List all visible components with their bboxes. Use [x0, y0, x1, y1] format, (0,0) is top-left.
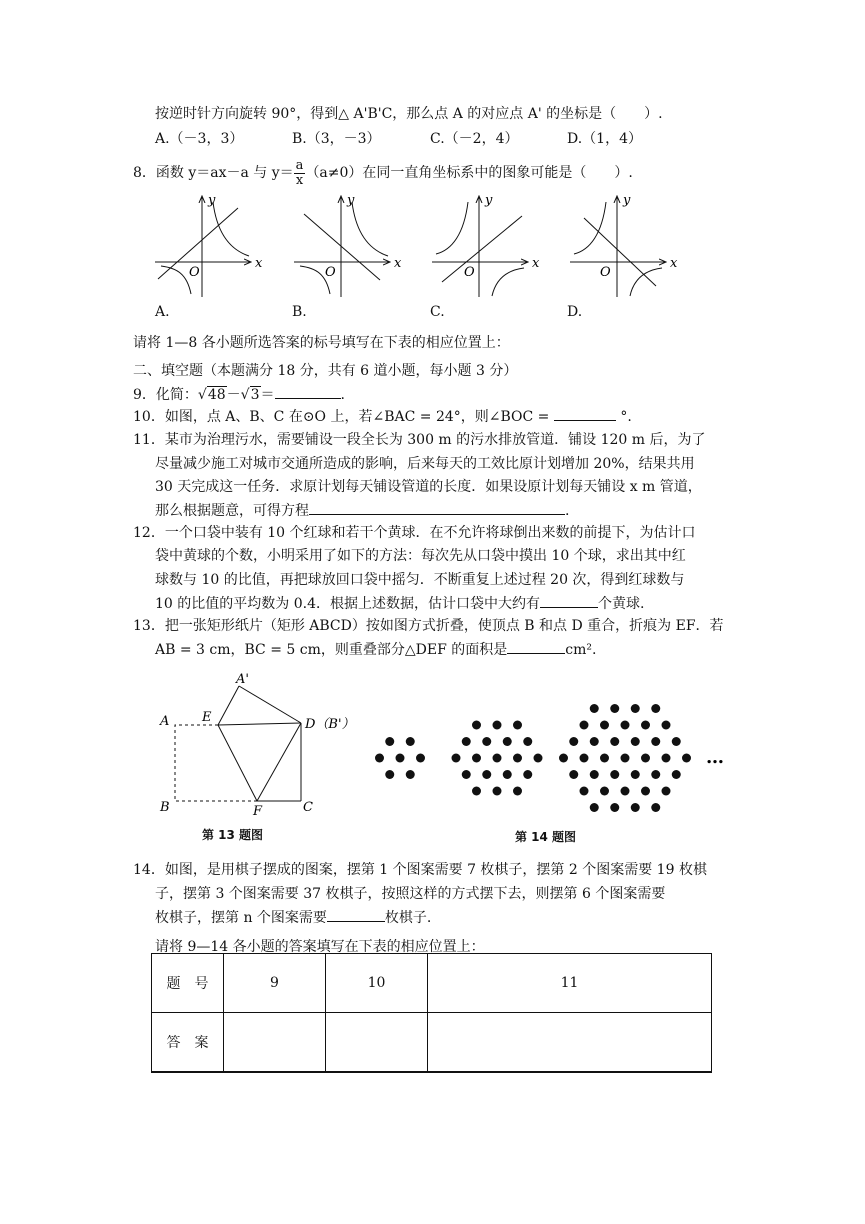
origin-label: O [325, 265, 336, 280]
chess-piece-dot [600, 721, 609, 730]
chess-piece-dot [662, 787, 671, 796]
instruction-1-8: 请将 1—8 各小题所选答案的标号填写在下表的相应位置上： [133, 335, 510, 351]
q8-graph-a-label: A. [155, 304, 170, 320]
chess-piece-dot [513, 721, 522, 730]
chess-piece-dot [621, 721, 630, 730]
ellipsis: … [706, 747, 724, 768]
hyperbola-branch-2 [492, 268, 524, 296]
table-cell: 9 [224, 954, 326, 1013]
chess-piece-dot [462, 737, 471, 746]
original-rectangle-dashed [175, 725, 257, 801]
chess-piece-dot [662, 721, 671, 730]
q11-end: . [565, 503, 570, 519]
chess-piece-dot [416, 754, 425, 763]
chess-piece-dot [482, 737, 491, 746]
table-cell: 答 案 [152, 1012, 224, 1072]
figure-14 [370, 694, 750, 824]
chess-piece-dot [385, 737, 394, 746]
chess-piece-dot [682, 754, 691, 763]
segment-ed [218, 723, 301, 725]
answer-table [151, 953, 712, 1073]
q12-line-3: 球数与 10 的比值，再把球放回口袋中摇匀．不断重复上述过程 20 次，得到红球数与 [155, 572, 685, 588]
chess-piece-dot [472, 721, 481, 730]
chess-piece-dot [662, 754, 671, 763]
q13-blank [507, 639, 565, 654]
chess-piece-dot [590, 803, 599, 812]
chess-piece-dot [534, 754, 543, 763]
q11-blank [309, 500, 565, 515]
q9-blank [275, 384, 341, 399]
q8-graph-a [153, 194, 263, 304]
chess-piece-dot [610, 704, 619, 713]
chess-piece-dot [513, 787, 522, 796]
line-graph [584, 218, 656, 286]
q10-text: 10．如图，点 A、B、C 在⊙O 上，若∠BAC = 24°，则∠BOC = [133, 409, 550, 425]
q7-option-a: A.（－3，3） [155, 131, 244, 147]
figure-14-caption: 第 14 题图 [515, 830, 577, 844]
segment-ea-prime [218, 686, 239, 725]
chess-piece-dot [590, 704, 599, 713]
table-header-row [152, 954, 712, 1013]
q9-equals: ＝ [260, 387, 275, 403]
x-label: x [670, 256, 678, 271]
chess-piece-dot [406, 770, 415, 779]
figure-13 [150, 670, 370, 820]
q8-frac-num: a [295, 157, 304, 173]
q8-graph-d-label: D. [567, 304, 583, 320]
section-2-heading: 二、填空题（本题满分 18 分，共有 6 道小题，每小题 3 分） [133, 363, 518, 379]
q8-stem [133, 158, 633, 188]
chess-piece-dot [651, 770, 660, 779]
q7-option-c: C.（－2，4） [430, 131, 519, 147]
chess-piece-dot [600, 787, 609, 796]
crease-ef [218, 725, 257, 801]
label-a: A [160, 714, 170, 729]
table-cell: 10 [326, 954, 428, 1013]
q10 [133, 406, 632, 427]
chess-piece-dot [523, 737, 532, 746]
label-d-b-prime: D（B'） [305, 717, 355, 732]
hyperbola-branch-1 [574, 202, 606, 254]
q8-suffix: （a≠0）在同一直角坐标系中的图象可能是（ ）. [305, 165, 633, 181]
segment-a-prime-d [239, 686, 301, 723]
segment-fd [257, 723, 301, 801]
q10-blank [554, 406, 616, 421]
table-answer-row [152, 1012, 712, 1072]
chess-piece-dot [631, 770, 640, 779]
q8-prefix: 8．函数 y＝ax－a 与 y＝ [133, 165, 294, 181]
answer-cell-11[interactable] [428, 1012, 712, 1072]
chess-piece-dot [503, 737, 512, 746]
chess-piece-dot [580, 787, 589, 796]
x-label: x [394, 256, 402, 271]
label-a-prime: A' [236, 672, 249, 687]
table-cell: 题 号 [152, 954, 224, 1013]
q7-continuation: 按逆时针方向旋转 90°，得到△ A'B'C，那么点 A 的对应点 A' 的坐标是（ ）. [155, 106, 663, 122]
q14-part-a: 枚棋子，摆第 n 个图案需要 [155, 910, 327, 926]
chess-piece-dot [472, 754, 481, 763]
label-b: B [160, 800, 170, 815]
chess-piece-dot [580, 721, 589, 730]
y-label: y [347, 193, 355, 208]
chess-piece-dot [610, 770, 619, 779]
q7-option-b: B.（3，－3） [292, 131, 381, 147]
q8-fraction [294, 159, 306, 188]
q8-graph-c [430, 194, 540, 304]
hyperbola-branch-1 [352, 202, 388, 256]
q14-line-1: 14．如图，是用棋子摆成的图案，摆第 1 个图案需要 7 枚棋子，摆第 2 个图案需要 19 枚棋 [133, 862, 707, 878]
q14-line-3 [155, 907, 431, 928]
q13-line-2 [155, 639, 596, 660]
y-label: y [623, 193, 631, 208]
chess-piece-dot [610, 803, 619, 812]
q14-part-b: 枚棋子. [384, 910, 432, 926]
chess-piece-dot [452, 754, 461, 763]
q8-graph-c-label: C. [430, 304, 445, 320]
q12-line-2: 袋中黄球的个数，小明采用了如下的方法：每次先从口袋中摸出 10 个球，求出其中红 [155, 548, 686, 564]
q8-frac-den: x [295, 172, 304, 188]
chess-piece-dot [406, 737, 415, 746]
q8-graph-b [292, 194, 402, 304]
chess-piece-dot [641, 721, 650, 730]
x-label: x [255, 256, 263, 271]
q8-graph-b-label: B. [292, 304, 307, 320]
chess-piece-dot [651, 704, 660, 713]
answer-cell-9[interactable] [224, 1012, 326, 1072]
table-cell: 11 [428, 954, 712, 1013]
chess-piece-dot [569, 737, 578, 746]
chess-piece-dot [580, 754, 589, 763]
q9-sqrt1: 48 [207, 387, 226, 403]
q12-last: 10 的比值的平均数为 0.4．根据上述数据，估计口袋中大约有 [155, 596, 540, 612]
chess-piece-dot [472, 787, 481, 796]
q14-line-2: 子，摆第 3 个图案需要 37 枚棋子，按照这样的方式摆下去，则摆第 6 个图案需要 [155, 886, 666, 902]
chess-piece-dot [493, 787, 502, 796]
hexagon-pattern-2 [452, 721, 543, 796]
chess-piece-dot [559, 754, 568, 763]
q9-sqrt2: 3 [250, 387, 260, 403]
q11-line-3: 30 天完成这一任务．求原计划每天铺设管道的长度．如果设原计划每天铺设 x m 管道， [155, 479, 702, 495]
chess-piece-dot [621, 754, 630, 763]
chess-piece-dot [513, 754, 522, 763]
y-label: y [485, 193, 493, 208]
q9: 9．化简：√48－√3＝ . [133, 384, 345, 405]
q8-graph-d [568, 194, 678, 304]
instruction-9-14: 请将 9—14 各小题的答案填写在下表的相应位置上： [155, 939, 485, 955]
hexagon-pattern-3 [559, 704, 691, 812]
q9-end: . [340, 387, 345, 403]
origin-label: O [464, 265, 475, 280]
chess-piece-dot [396, 754, 405, 763]
q11-last: 那么根据题意，可得方程 [155, 503, 309, 519]
q7-option-d: D.（1，4） [567, 131, 642, 147]
chess-piece-dot [493, 721, 502, 730]
label-f: F [253, 804, 263, 819]
label-e: E [202, 710, 212, 725]
hyperbola-branch-1 [213, 202, 249, 256]
q14-blank [327, 907, 385, 922]
chess-piece-dot [631, 803, 640, 812]
origin-label: O [189, 265, 200, 280]
q13-line-1: 13．把一张矩形纸片（矩形 ABCD）按如图方式折叠，使顶点 B 和点 D 重合，折痕为 EF．若 [133, 618, 724, 634]
q13-unit: cm². [565, 642, 597, 658]
chess-piece-dot [631, 704, 640, 713]
chess-piece-dot [621, 787, 630, 796]
chess-piece-dot [641, 787, 650, 796]
x-label: x [532, 256, 540, 271]
chess-piece-dot [600, 754, 609, 763]
q11-line-1: 11．某市为治理污水，需要铺设一段全长为 300 m 的污水排放管道．铺设 120 m 后，为了 [133, 432, 706, 448]
chess-piece-dot [590, 770, 599, 779]
chess-piece-dot [651, 803, 660, 812]
chess-piece-dot [672, 737, 681, 746]
q12-blank [540, 593, 598, 608]
hyperbola-branch-1 [436, 202, 468, 254]
chess-piece-dot [462, 770, 471, 779]
label-c: C [303, 800, 313, 815]
q12-end: 个黄球. [597, 596, 645, 612]
chess-piece-dot [610, 737, 619, 746]
chess-piece-dot [493, 754, 502, 763]
chess-piece-dot [651, 737, 660, 746]
hexagon-pattern-1 [375, 737, 425, 779]
q11-line-2: 尽量减少施工对城市交通所造成的影响，后来每天的工效比原计划增加 20%，结果共用 [155, 456, 695, 472]
q12-line-4 [155, 593, 644, 614]
hyperbola-branch-2 [630, 268, 662, 296]
q13-text: AB = 3 cm，BC = 5 cm，则重叠部分△DEF 的面积是 [155, 642, 508, 658]
chess-piece-dot [482, 770, 491, 779]
y-label: y [208, 193, 216, 208]
q11-line-4 [155, 500, 569, 521]
chess-piece-dot [569, 770, 578, 779]
chess-piece-dot [631, 737, 640, 746]
chess-piece-dot [503, 770, 512, 779]
q9-prefix: 9．化简： [133, 387, 198, 403]
chess-piece-dot [385, 770, 394, 779]
chess-piece-dot [590, 737, 599, 746]
answer-cell-10[interactable] [326, 1012, 428, 1072]
chess-piece-dot [672, 770, 681, 779]
figure-13-caption: 第 13 题图 [202, 828, 264, 842]
origin-label: O [600, 265, 611, 280]
q12-line-1: 12．一个口袋中装有 10 个红球和若干个黄球．在不允许将球倒出来数的前提下，为估计口 [133, 525, 696, 541]
q9-minus: － [226, 387, 241, 403]
chess-piece-dot [641, 754, 650, 763]
chess-piece-dot [375, 754, 384, 763]
hyperbola-branch-2 [161, 266, 191, 294]
q10-end: °. [620, 409, 632, 425]
chess-piece-dot [523, 770, 532, 779]
